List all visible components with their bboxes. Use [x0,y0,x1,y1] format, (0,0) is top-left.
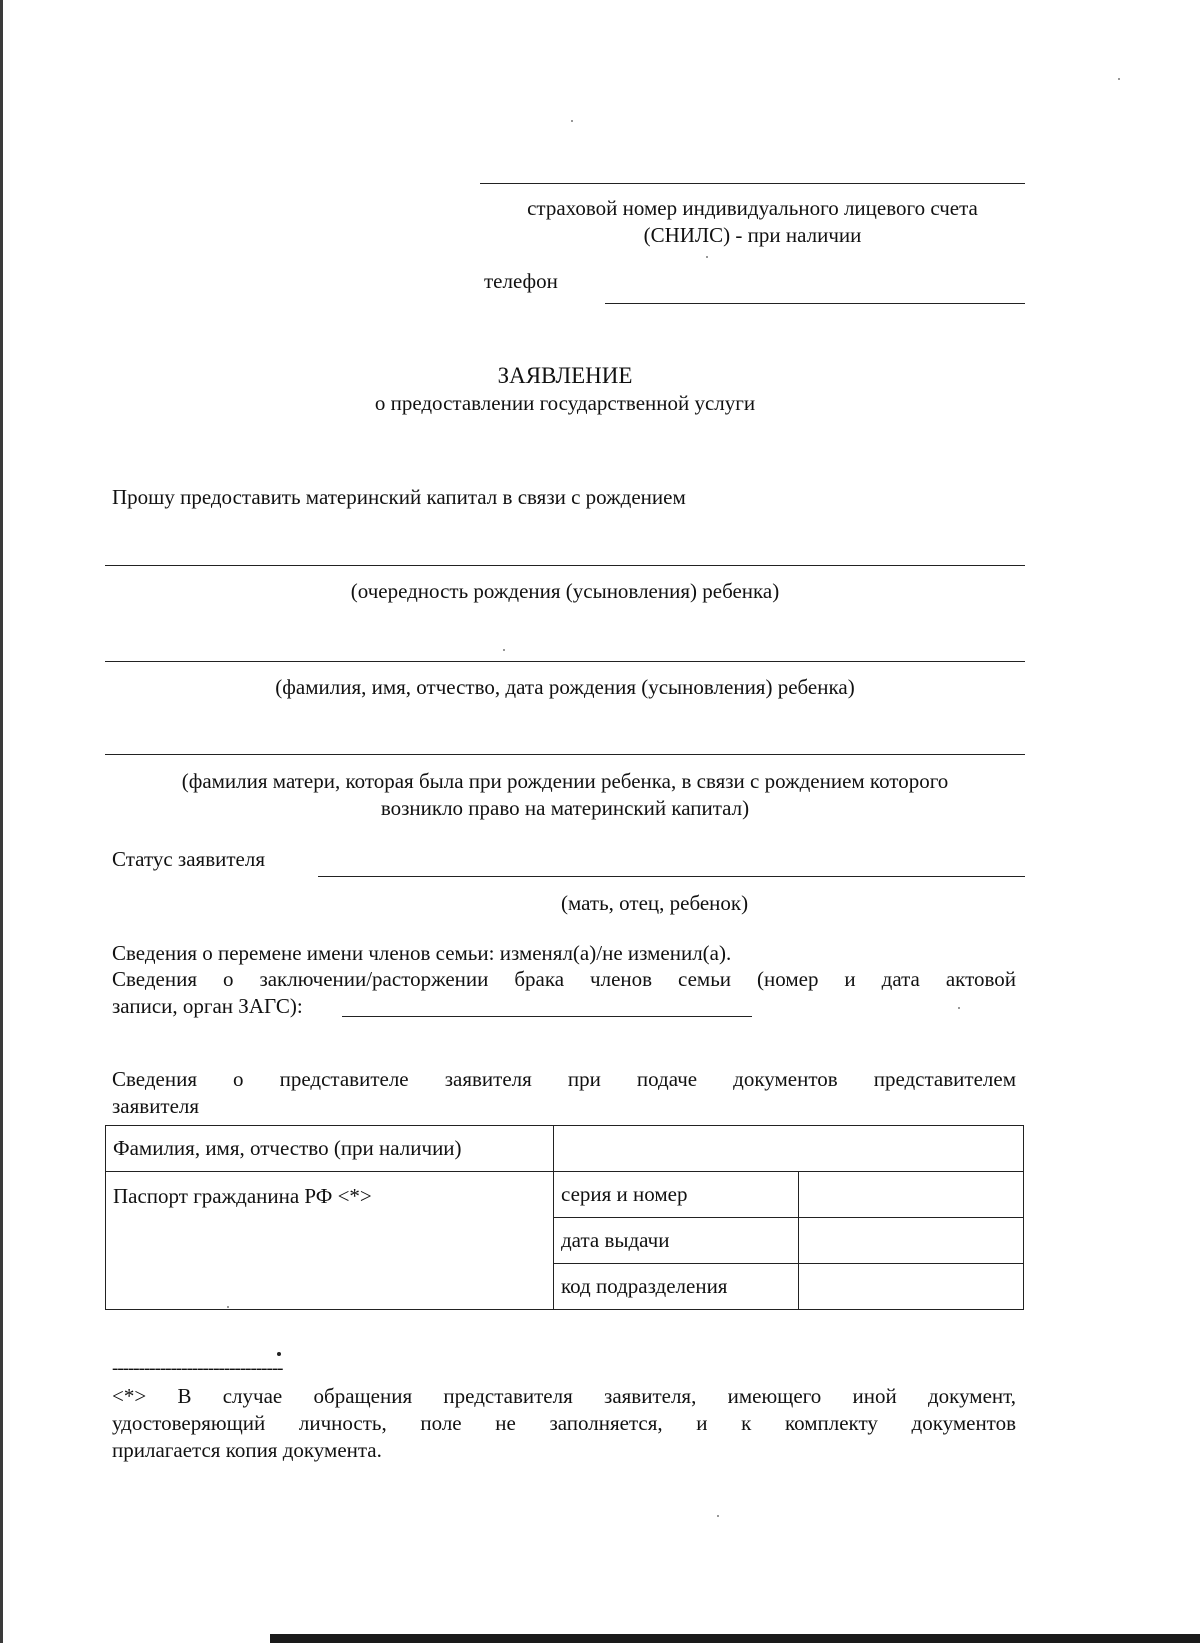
mother-surname-input-line[interactable] [105,754,1025,755]
footnote-line3: прилагается копия документа. [112,1438,382,1462]
table-row [106,1172,1024,1218]
scan-speck [227,1306,229,1308]
phone-label: телефон [484,269,558,293]
snils-label [470,195,1035,250]
marriage-line2: записи, орган ЗАГС): [112,994,303,1018]
scan-bottom-bar [270,1634,1200,1643]
request-text: Прошу предоставить материнский капитал в связи с рождением [112,485,686,509]
document-subtitle: о предоставлении государственной услуги [374,391,756,415]
marriage-input-line[interactable] [342,1016,752,1017]
fio-value-cell[interactable] [554,1126,1024,1172]
scan-speck [706,256,708,258]
name-change-text: Сведения о перемене имени членов семьи: изменял(а)/не изменил(а). [112,941,732,965]
passport-label-cell [106,1172,554,1310]
child-name-input-line[interactable] [105,661,1025,662]
representative-line1: Сведения о представителе заявителя при подаче документов представителем [112,1067,1016,1091]
scan-speck [277,1352,281,1356]
status-label: Статус заявителя [112,847,265,871]
scan-speck [571,120,573,122]
passport-label: Паспорт гражданина РФ <*> [113,1184,372,1208]
series-number-label: серия и номер [561,1181,688,1206]
footnote-separator: -------------------------------- [112,1358,283,1379]
snils-label-line1: страховой номер индивидуального лицевого счета [527,196,978,220]
scan-speck [1118,78,1120,80]
fio-label-cell [106,1126,554,1172]
caption-birth-order: (очередность рождения (усыновления) ребенка) [350,579,780,603]
representative-table [105,1125,1024,1310]
table-row [106,1126,1024,1172]
scan-left-edge [0,0,3,1643]
footnote-line1: <*> В случае обращения представителя заявителя, имеющего иной документ, [112,1384,1016,1408]
series-number-label-cell [554,1172,799,1218]
footnote-line2: удостоверяющий личность, поле не заполняется, и к комплекту документов [112,1411,1016,1435]
status-caption: (мать, отец, ребенок) [561,891,749,915]
series-number-value-cell[interactable] [799,1172,1024,1218]
fio-label: Фамилия, имя, отчество (при наличии) [113,1135,462,1160]
scan-speck [958,1007,960,1009]
snils-label-line2: (СНИЛС) - при наличии [643,223,862,248]
caption-mother-line1: (фамилия матери, которая была при рождении ребенка, в связи с рождением которого [181,769,949,793]
division-code-value-cell[interactable] [799,1264,1024,1310]
issue-date-label-cell [554,1218,799,1264]
scan-speck [503,649,505,651]
caption-mother-line2: возникло право на материнский капитал) [380,796,750,821]
document-title: ЗАЯВЛЕНИЕ [497,363,633,388]
issue-date-value-cell[interactable] [799,1218,1024,1264]
issue-date-label: дата выдачи [561,1227,670,1252]
caption-child-name: (фамилия, имя, отчество, дата рождения (усыновления) ребенка) [275,675,855,699]
phone-input-line[interactable] [605,303,1025,304]
marriage-line1: Сведения о заключении/расторжении брака членов семьи (номер и дата актовой [112,967,1016,991]
division-code-label-cell [554,1264,799,1310]
division-code-label: код подразделения [561,1273,728,1298]
status-input-line[interactable] [318,876,1025,877]
birth-order-input-line[interactable] [105,565,1025,566]
caption-mother [105,768,1025,823]
representative-line2: заявителя [112,1094,200,1118]
scan-speck [717,1515,719,1517]
snils-input-line[interactable] [480,183,1025,184]
